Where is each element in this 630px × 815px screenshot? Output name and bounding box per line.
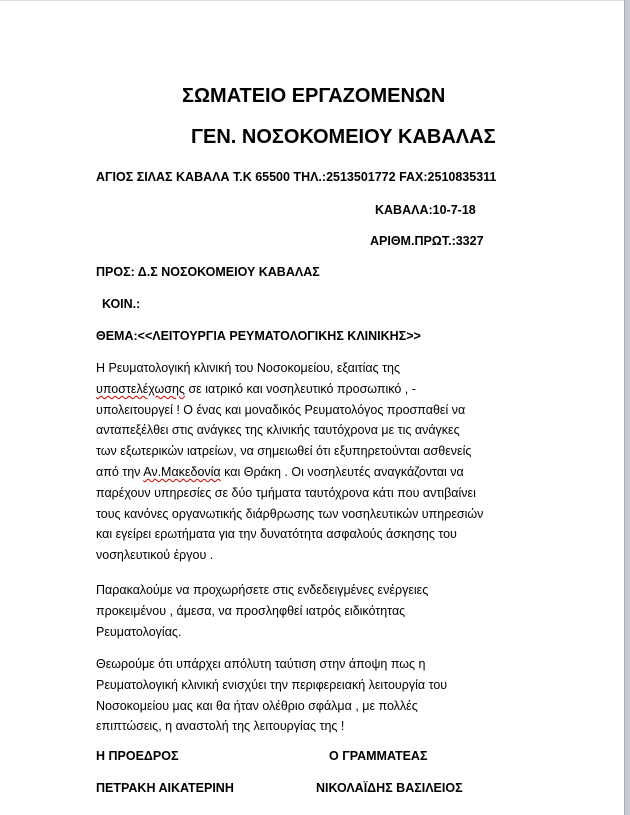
paragraph-line: Παρακαλούμε να προχωρήσετε στις ενδεδειγμένες ενέργειες [96,583,429,597]
page-top-border [0,0,630,1]
paragraph-line: ανταπεξέλθει στις ανάγκες της κλινικής ταυτόχρονα με τις ανάγκες [96,423,460,438]
paragraph-line: νοσηλευτικού έργου . [96,548,214,563]
protocol-number: ΑΡΙΘΜ.ΠΡΩΤ.:3327 [370,234,484,248]
address-line: ΑΓΙΟΣ ΣΙΛΑΣ ΚΑΒΑΛΑ Τ.Κ 65500 ΤΗΛ.:2513501772 FAX:2510835311 [96,170,497,184]
president-name: ΠΕΤΡΑΚΗ ΑΙΚΑΤΕΡΙΝΗ [96,781,234,795]
recipient-to: ΠΡΟΣ: Δ.Σ ΝΟΣΟΚΟΜΕΙΟΥ ΚΑΒΑΛΑΣ [96,265,320,279]
window-right-edge [624,0,630,815]
secretary-name: ΝΙΚΟΛΑΪΔΗΣ ΒΑΣΙΛΕΙΟΣ [316,781,463,795]
paragraph-line: επιπτώσεις, η αναστολή της λειτουργίας της ! [96,719,345,734]
paragraph-line [96,379,546,400]
paragraph-line: παρέχουν υπηρεσίες σε δύο τμήματα ταυτόχρονα κάτι που αντιβαίνει [96,485,476,500]
paragraph-text: από την [96,464,144,479]
subject-line: ΘΕΜΑ:<<ΛΕΙΤΟΥΡΓΙΑ ΡΕΥΜΑΤΟΛΟΓΙΚΗΣ ΚΛΙΝΙΚΗΣ>> [96,329,421,343]
spellcheck-word: Αν.Μακεδονία [143,464,221,479]
date-line: ΚΑΒΑΛΑ:10-7-18 [375,203,476,217]
paragraph-line: Ρευματολογική κλινική ενισχύει την περιφερειακή λειτουργία του [96,677,448,692]
body-paragraph-1 [96,358,546,566]
paragraph-line: Η Ρευματολογική κλινική του Νοσοκομείου, εξαιτίας της [96,361,401,375]
paragraph-line: Θεωρούμε ότι υπάρχει απόλυτη ταύτιση στην άποψη πως η [96,657,426,671]
paragraph-line: των εξωτερικών ιατρείων, να σημειωθεί ότι εξυπηρετούνται ασθενείς [96,444,472,459]
paragraph-text: και Θράκη . Οι νοσηλευτές αναγκάζονται να [220,464,464,479]
paragraph-text: σε ιατρικό και νοσηλευτικό προσωπικό , - [184,381,416,396]
paragraph-line: υπολειτουργεί ! Ο ένας και μοναδικός Ρευματολόγος προσπαθεί να [96,402,466,417]
paragraph-line: προκειμένου , άμεσα, να προσληφθεί ιατρός ειδικότητας [96,603,406,618]
paragraph-line [96,462,546,483]
body-paragraph-2 [96,580,546,642]
body-paragraph-3 [96,654,546,737]
spellcheck-word: υποστελέχωσης [96,381,185,396]
paragraph-line: Νοσοκομείου μας και θα ήταν ολέθριο σφάλμα , με πολλές [96,698,418,713]
paragraph-line: τους κανόνες οργανωτικής διάρθρωσης των νοσηλευτικών υπηρεσιών [96,506,484,521]
recipient-cc: ΚΟΙΝ.: [102,297,141,311]
president-title: Η ΠΡΟΕΔΡΟΣ [96,749,179,763]
secretary-title: Ο ΓΡΑΜΜΑΤΕΑΣ [329,749,428,763]
paragraph-line: Ρευματολογίας. [96,624,182,639]
hospital-title: ΓΕΝ. ΝΟΣΟΚΟΜΕΙΟΥ ΚΑΒΑΛΑΣ [191,126,496,148]
paragraph-line: και εγείρει ερωτήματα για την δυνατότητα ασφαλούς άσκησης του [96,527,457,542]
union-title: ΣΩΜΑΤΕΙΟ ΕΡΓΑΖΟΜΕΝΩΝ [182,85,446,107]
